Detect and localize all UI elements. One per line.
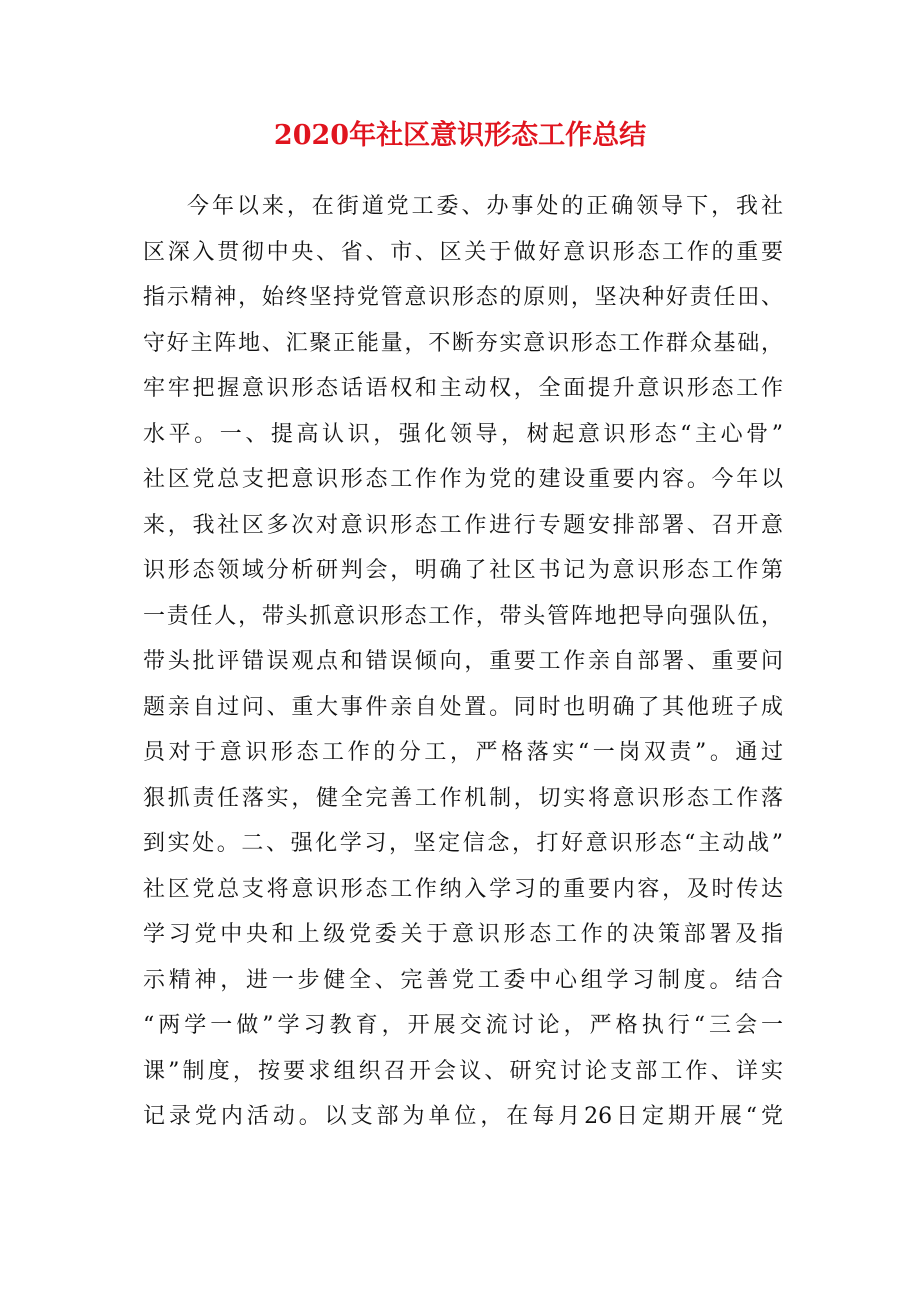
paragraph-line: 指示精神，始终坚持党管意识形态的原则，坚决种好责任田、 [143, 285, 783, 310]
paragraph-line: 社区党总支把意识形态工作作为党的建设重要内容。今年以 [143, 467, 783, 492]
paragraph-line: 示精神，进一步健全、完善党工委中心组学习制度。结合 [143, 967, 783, 993]
paragraph-line: 记录党内活动。以支部为单位，在每月26日定期开展“党 [143, 1104, 783, 1129]
paragraph-line: 识形态领域分析研判会，明确了社区书记为意识形态工作第 [143, 558, 783, 583]
paragraph-line: 题亲自过问、重大事件亲自处置。同时也明确了其他班子成 [143, 694, 783, 720]
document-title: 2020年社区意识形态工作总结 [273, 120, 647, 151]
paragraph-line: 守好主阵地、汇聚正能量，不断夯实意识形态工作群众基础， [143, 330, 783, 356]
paragraph-line: “两学一做”学习教育，开展交流讨论，严格执行“三会一 [143, 1013, 783, 1038]
paragraph-line: 社区党总支将意识形态工作纳入学习的重要内容，及时传达 [143, 876, 783, 902]
paragraph-line: 来，我社区多次对意识形态工作进行专题安排部署、召开意 [143, 512, 783, 538]
paragraph-line: 水平。一、提高认识，强化领导，树起意识形态“主心骨” [143, 421, 783, 447]
paragraph-line: 牢牢把握意识形态话语权和主动权，全面提升意识形态工作 [143, 376, 783, 401]
paragraph-line: 带头批评错误观点和错误倾向，重要工作亲自部署、重要问 [143, 649, 783, 674]
paragraph-line: 课”制度，按要求组织召开会议、研究讨论支部工作、详实 [143, 1058, 783, 1084]
paragraph-line: 今年以来，在街道党工委、办事处的正确领导下，我社 [187, 194, 783, 219]
paragraph-line: 学习党中央和上级党委关于意识形态工作的决策部署及指 [143, 922, 783, 947]
paragraph-line: 区深入贯彻中央、省、市、区关于做好意识形态工作的重要 [143, 239, 783, 265]
document-body [143, 184, 783, 1140]
paragraph-line: 狠抓责任落实，健全完善工作机制，切实将意识形态工作落 [143, 785, 783, 811]
paragraph-line: 一责任人，带头抓意识形态工作，带头管阵地把导向强队伍， [143, 603, 783, 629]
paragraph-line: 员对于意识形态工作的分工，严格落实“一岗双责”。通过 [143, 740, 783, 765]
paragraph-line: 到实处。二、强化学习，坚定信念，打好意识形态“主动战” [143, 831, 783, 856]
